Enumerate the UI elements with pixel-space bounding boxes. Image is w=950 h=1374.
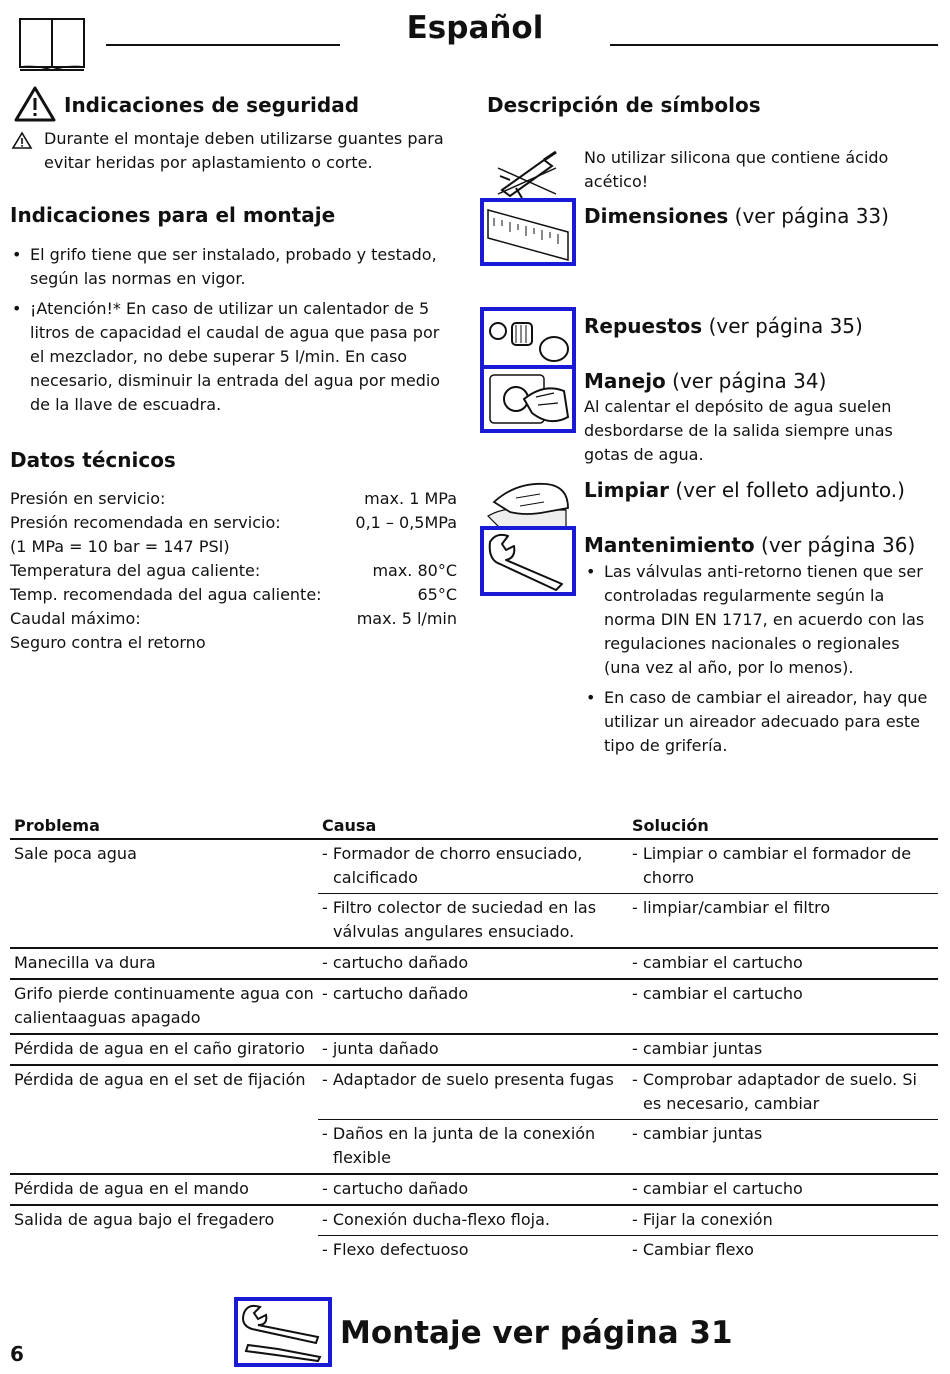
tech-title: Datos técnicos — [10, 448, 176, 472]
tech-label: Presión en servicio: — [10, 489, 166, 508]
table-row — [10, 979, 938, 1034]
tech-row — [10, 631, 457, 655]
problem-cell: Salida de agua bajo el fregadero — [14, 1210, 275, 1229]
table-row — [10, 948, 938, 979]
tech-row — [10, 487, 457, 511]
tech-table — [10, 487, 457, 655]
cleaning-label: Limpiar — [584, 478, 669, 502]
header-cause: Causa — [318, 812, 628, 839]
safety-title: Indicaciones de seguridad — [64, 93, 360, 117]
tech-label: Seguro contra el retorno — [10, 633, 206, 652]
spares-ref: (ver página 35) — [708, 314, 863, 338]
spares-line — [584, 312, 863, 340]
cause-cell: - Adaptador de suelo presenta fugas — [318, 1065, 628, 1120]
tools-icon — [234, 1297, 332, 1367]
tech-row — [10, 559, 457, 583]
tech-label: Temperatura del agua caliente: — [10, 561, 261, 580]
tech-row — [10, 535, 457, 559]
tech-label: Caudal máximo: — [10, 609, 141, 628]
table-row — [10, 1034, 938, 1065]
ruler-icon — [480, 198, 576, 266]
tech-value: 65°C — [417, 585, 457, 604]
cleaning-hand-icon — [486, 478, 572, 532]
table-row — [10, 839, 938, 894]
solution-cell: - cambiar juntas — [628, 1034, 938, 1065]
solution-cell: - Limpiar o cambiar el formador de chorro — [628, 839, 938, 894]
tech-value: max. 1 MPa — [364, 489, 457, 508]
tech-label: Temp. recomendada del agua caliente: — [10, 585, 322, 604]
cause-cell: - junta dañado — [318, 1034, 628, 1065]
problem-cell: Grifo pierde continuamente agua con calientaaguas apagado — [10, 979, 318, 1034]
book-icon — [18, 15, 86, 73]
solution-cell: - limpiar/cambiar el filtro — [628, 894, 938, 949]
solution-cell: - Cambiar flexo — [632, 1240, 754, 1259]
operation-label: Manejo — [584, 369, 666, 393]
safety-text: Durante el montaje deben utilizarse guantes para evitar heridas por aplastamiento o corte. — [44, 129, 444, 172]
table-header-row — [10, 812, 938, 839]
operation-hand-icon — [480, 365, 576, 433]
maintenance-line — [584, 531, 915, 559]
tech-value: 0,1 – 0,5MPa — [355, 513, 457, 532]
assembly-title: Indicaciones para el montaje — [10, 203, 336, 227]
assembly-item: • ¡Atención!* En caso de utilizar un calentador de 5 litros de capacidad el caudal de agua que pasa por el mezclador, no debe superar 5 l/min. En caso necesario, disminuir la entrada del agua por medio de la llave de escuadra. — [10, 297, 450, 417]
maintenance-item: • En caso de cambiar el aireador, hay que utilizar un aireador adecuado para este tipo de grifería. — [584, 686, 934, 758]
cause-cell: - cartucho dañado — [318, 979, 628, 1034]
table-row — [10, 1065, 938, 1120]
cleaning-line — [584, 476, 905, 504]
troubleshooting-table — [10, 812, 938, 1265]
wrench-icon — [480, 526, 576, 596]
tech-row — [10, 583, 457, 607]
solution-cell: - cambiar el cartucho — [628, 948, 938, 979]
operation-text: Al calentar el depósito de agua suelen desbordarse de la salida siempre unas gotas de agua. — [584, 397, 893, 464]
solution-cell: - Fijar la conexión — [628, 1205, 938, 1236]
tech-value: max. 5 l/min — [356, 609, 457, 628]
tech-row — [10, 607, 457, 631]
maintenance-label: Mantenimiento — [584, 533, 755, 557]
problem-cell: Sale poca agua — [10, 839, 318, 948]
cause-cell: - Flexo defectuoso — [322, 1240, 469, 1259]
tech-label: (1 MPa = 10 bar = 147 PSI) — [10, 537, 230, 556]
cause-cell: - Filtro colector de suciedad en las válvulas angulares ensuciado. — [318, 894, 628, 949]
maintenance-list — [584, 560, 934, 758]
operation-line — [584, 367, 826, 395]
dimensions-line — [584, 202, 889, 230]
symbols-title: Descripción de símbolos — [487, 93, 761, 117]
header-solution: Solución — [628, 812, 938, 839]
cause-cell: - Formador de chorro ensuciado, calcificado — [318, 839, 628, 894]
problem-cell: Manecilla va dura — [10, 948, 318, 979]
page-language-title: Español — [340, 8, 610, 48]
dimensions-label: Dimensiones — [584, 204, 729, 228]
montage-reference: Montaje ver página 31 — [340, 1315, 733, 1351]
problem-cell: Pérdida de agua en el caño giratorio — [10, 1034, 318, 1065]
cause-cell: - cartucho dañado — [318, 948, 628, 979]
table-row — [10, 1205, 938, 1236]
tech-label: Presión recomendada en servicio: — [10, 513, 281, 532]
problem-cell: Pérdida de agua en el set de fijación — [10, 1065, 318, 1174]
cause-cell: - Conexión ducha-flexo floja. — [318, 1205, 628, 1236]
solution-cell: - cambiar el cartucho — [628, 1174, 938, 1205]
tech-row — [10, 511, 457, 535]
silicone-note: No utilizar silicona que contiene ácido acético! — [584, 148, 889, 191]
warning-icon — [14, 86, 56, 122]
problem-cell: Pérdida de agua en el mando — [10, 1174, 318, 1205]
silicone-gun-icon — [496, 148, 562, 198]
cause-cell: - cartucho dañado — [318, 1174, 628, 1205]
maintenance-ref: (ver página 36) — [761, 533, 916, 557]
operation-ref: (ver página 34) — [672, 369, 827, 393]
header-problem: Problema — [10, 812, 318, 839]
cause-cell: - Daños en la junta de la conexión flexible — [318, 1120, 628, 1175]
table-row — [10, 1174, 938, 1205]
spare-parts-icon — [480, 307, 576, 369]
assembly-list — [10, 243, 450, 417]
small-warning-icon — [11, 131, 33, 151]
spares-label: Repuestos — [584, 314, 703, 338]
solution-cell: - cambiar el cartucho — [628, 979, 938, 1034]
assembly-item: • El grifo tiene que ser instalado, probado y testado, según las normas en vigor. — [10, 243, 450, 291]
dimensions-ref: (ver página 33) — [734, 204, 889, 228]
cleaning-ref: (ver el folleto adjunto.) — [675, 478, 905, 502]
page-number: 6 — [10, 1342, 24, 1366]
solution-cell: - Comprobar adaptador de suelo. Si es necesario, cambiar — [628, 1065, 938, 1120]
maintenance-item: • Las válvulas anti-retorno tienen que ser controladas regularmente según la norma DIN EN 1717, en acuerdo con las regulaciones nacionales o regionales (una vez al año, por lo menos). — [584, 560, 934, 680]
solution-cell: - cambiar juntas — [628, 1120, 938, 1175]
tech-value: max. 80°C — [372, 561, 457, 580]
